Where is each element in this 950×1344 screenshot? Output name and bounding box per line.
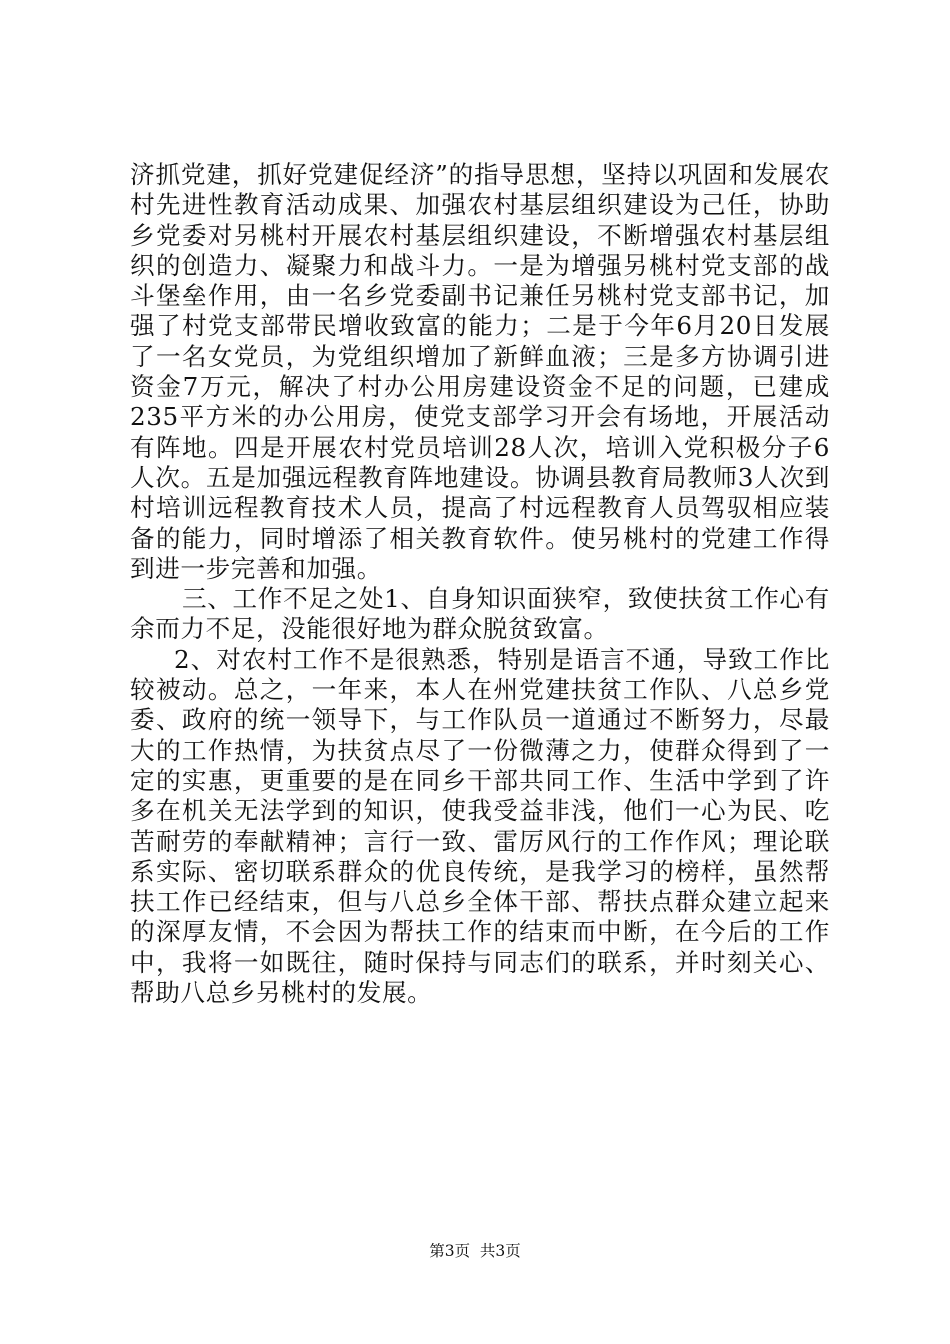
page-number: 第3页 共3页 xyxy=(429,1242,521,1260)
page-footer xyxy=(0,1241,950,1261)
document-body xyxy=(130,160,830,1008)
paragraph-summary: 2、对农村工作不是很熟悉，特别是语言不通，导致工作比较被动。总之，一年来，本人在州党建扶贫工作队、八总乡党委、政府的统一领导下，与工作队员一道通过不断努力，尽最大的工作热情，为扶贫点尽了一份微薄之力，使群众得到了一定的实惠，更重要的是在同乡干部共同工作、生活中学到了许多在机关无法学到的知识，使我受益非浅，他们一心为民、吃苦耐劳的奉献精神；言行一致、雷厉风行的工作作风；理论联系实际、密切联系群众的优良传统，是我学习的榜样，虽然帮扶工作已经结束，但与八总乡全体干部、帮扶点群众建立起来的深厚友情，不会因为帮扶工作的结束而中断，在今后的工作中，我将一如既往，随时保持与同志们的联系，并时刻关心、帮助八总乡另桃村的发展。 xyxy=(130,644,830,1008)
paragraph-shortcomings: 三、工作不足之处1、自身知识面狭窄，致使扶贫工作心有余而力不足，没能很好地为群众脱贫致富。 xyxy=(130,584,830,644)
paragraph-party-building: 济抓党建，抓好党建促经济”的指导思想，坚持以巩固和发展农村先进性教育活动成果、加强农村基层组织建设为己任，协助乡党委对另桃村开展农村基层组织建设，不断增强农村基层组织的创造力、凝聚力和战斗力。一是为增强另桃村党支部的战斗堡垒作用，由一名乡党委副书记兼任另桃村党支部书记，加强了村党支部带民增收致富的能力；二是于今年6月20日发展了一名女党员，为党组织增加了新鲜血液；三是多方协调引进资金7万元，解决了村办公用房建设资金不足的问题，已建成235平方米的办公用房，使党支部学习开会有场地，开展活动有阵地。四是开展农村党员培训28人次，培训入党积极分子6人次。五是加强远程教育阵地建设。协调县教育局教师3人次到村培训远程教育技术人员，提高了村远程教育人员驾驭相应装备的能力，同时增添了相关教育软件。使另桃村的党建工作得到进一步完善和加强。 xyxy=(130,160,830,583)
